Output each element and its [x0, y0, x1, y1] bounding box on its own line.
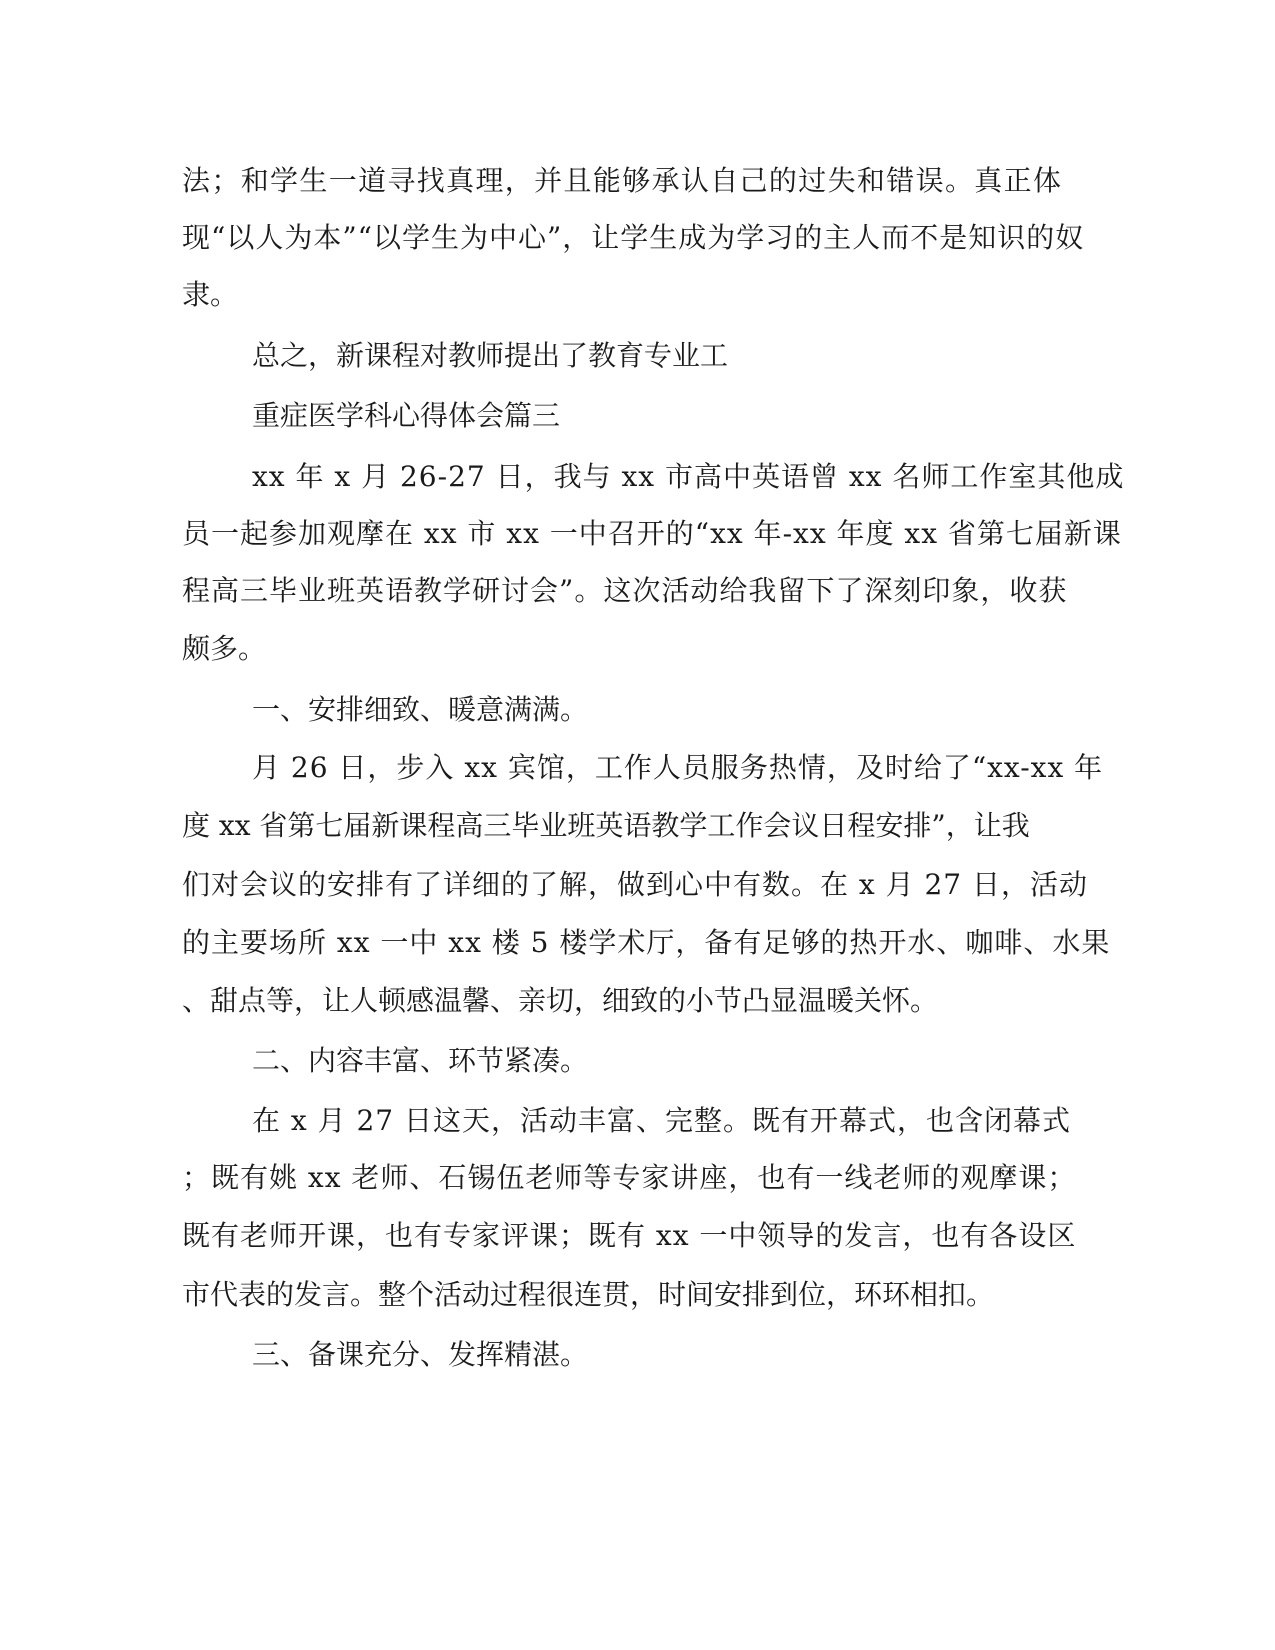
paragraph-line: 在 x 月 27 日这天，活动丰富、完整。既有开幕式，也含闭幕式	[252, 1104, 1072, 1137]
paragraph-line: 法；和学生一道寻找真理，并且能够承认自己的过失和错误。真正体	[182, 164, 1062, 197]
paragraph-line: 度 xx 省第七届新课程高三毕业班英语教学工作会议日程安排”，让我	[182, 809, 1030, 842]
paragraph-line: 现“以人为本”“以学生为中心”，让学生成为学习的主人而不是知识的奴	[182, 221, 1085, 254]
paragraph-line: 市代表的发言。整个活动过程很连贯，时间安排到位，环环相扣。	[182, 1278, 995, 1311]
paragraph-line: 、甜点等，让人顿感温馨、亲切，细致的小节凸显温暖关怀。	[182, 984, 939, 1017]
paragraph-line: 月 26 日，步入 xx 宾馆，工作人员服务热情，及时给了“xx-xx 年	[252, 751, 1104, 784]
subheading: 二、内容丰富、环节紧凑。	[252, 1044, 589, 1077]
paragraph-line: 们对会议的安排有了详细的了解，做到心中有数。在 x 月 27 日，活动	[182, 868, 1089, 901]
paragraph-line: 既有老师开课，也有专家评课；既有 xx 一中领导的发言，也有各设区	[182, 1219, 1077, 1252]
subheading: 三、备课充分、发挥精湛。	[252, 1338, 589, 1371]
paragraph-line: 隶。	[182, 278, 239, 311]
section-heading: 重症医学科心得体会篇三	[252, 399, 561, 432]
paragraph-line: 员一起参加观摩在 xx 市 xx 一中召开的“xx 年-xx 年度 xx 省第七届新课	[182, 517, 1122, 550]
paragraph-line: ；既有姚 xx 老师、石锡伍老师等专家讲座，也有一线老师的观摩课；	[182, 1161, 1077, 1194]
paragraph-line: 颇多。	[182, 632, 267, 665]
paragraph-line: xx 年 x 月 26-27 日，我与 xx 市高中英语曾 xx 名师工作室其他成	[252, 460, 1125, 493]
paragraph-line: 总之，新课程对教师提出了教育专业工	[252, 339, 729, 372]
subheading: 一、安排细致、暖意满满。	[252, 693, 589, 726]
paragraph-line: 程高三毕业班英语教学研讨会”。这次活动给我留下了深刻印象，收获	[182, 574, 1068, 607]
paragraph-line: 的主要场所 xx 一中 xx 楼 5 楼学术厅，备有足够的热开水、咖啡、水果	[182, 926, 1111, 959]
